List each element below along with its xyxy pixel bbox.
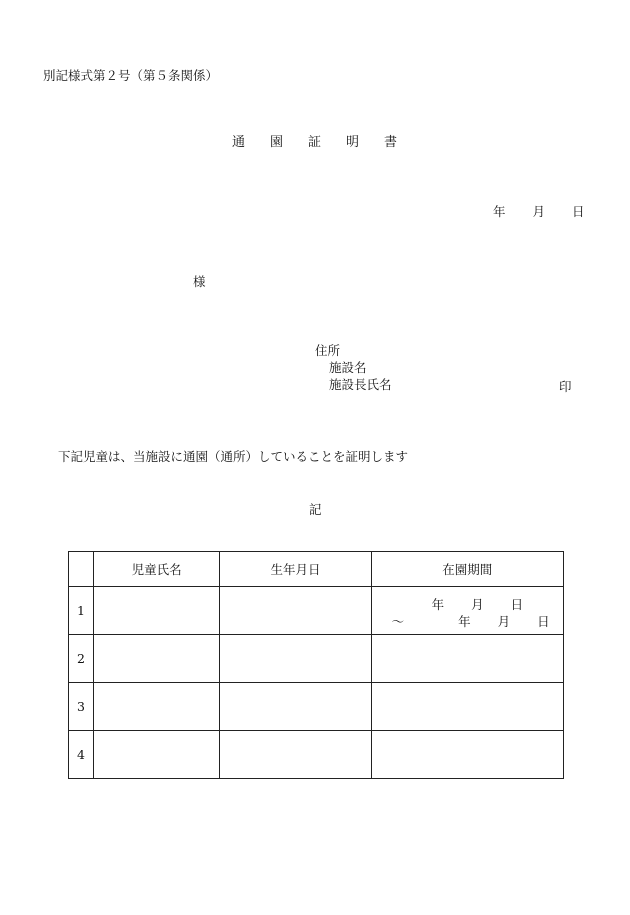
period-to-day: 日 [537, 614, 550, 629]
enrollment-period-cell[interactable] [371, 635, 563, 683]
period-from-day: 日 [510, 597, 524, 612]
period-to-year: 年 [458, 614, 471, 629]
certification-statement: 下記児童は、当施設に通園（通所）していることを証明します [58, 449, 409, 464]
table-row [69, 587, 564, 635]
document-title [0, 131, 630, 150]
row-number: 4 [69, 731, 94, 779]
issue-date [493, 202, 585, 220]
issuer-address-label: 住所 [315, 343, 341, 358]
title-char: 証 [307, 135, 322, 150]
birth-date-cell[interactable] [220, 587, 371, 635]
birth-date-cell[interactable] [220, 731, 371, 779]
child-name-cell[interactable] [94, 731, 220, 779]
header-number [69, 552, 94, 587]
enrollment-period-cell[interactable] [371, 683, 563, 731]
issue-date-month: 月 [532, 204, 546, 219]
issue-date-year: 年 [493, 204, 506, 219]
issuer-director-label: 施設長氏名 [329, 377, 392, 392]
table-row [69, 731, 564, 779]
period-from-year: 年 [431, 597, 445, 612]
period-from [432, 595, 524, 613]
child-name-cell[interactable] [94, 587, 220, 635]
enrollment-period-cell[interactable] [371, 587, 563, 635]
seal-label: 印 [559, 379, 572, 394]
header-child-name: 児童氏名 [94, 552, 220, 587]
issuer-block [315, 342, 392, 393]
title-char: 通 [231, 135, 246, 150]
ki-marker: 記 [309, 502, 322, 517]
children-table [68, 551, 564, 779]
period-to-month: 月 [497, 614, 511, 629]
child-name-cell[interactable] [94, 683, 220, 731]
addressee-suffix: 様 [193, 274, 206, 289]
header-birth-date: 生年月日 [220, 552, 371, 587]
period-from-month: 月 [471, 597, 484, 612]
table-header-row [69, 552, 564, 587]
row-number: 2 [69, 635, 94, 683]
table-row [69, 683, 564, 731]
row-number: 3 [69, 683, 94, 731]
birth-date-cell[interactable] [220, 683, 371, 731]
title-char: 園 [269, 135, 284, 150]
child-name-cell[interactable] [94, 635, 220, 683]
issue-date-day: 日 [572, 204, 585, 219]
row-number: 1 [69, 587, 94, 635]
title-char: 書 [384, 135, 399, 150]
form-number: 別記様式第２号（第５条関係） [43, 68, 219, 83]
enrollment-period-cell[interactable] [371, 731, 563, 779]
table-row [69, 635, 564, 683]
birth-date-cell[interactable] [220, 635, 371, 683]
period-tilde: ～ [391, 614, 405, 629]
issuer-facility-label: 施設名 [329, 360, 367, 375]
title-char: 明 [346, 135, 361, 150]
period-to [392, 612, 550, 630]
header-enrollment-period: 在園期間 [371, 552, 563, 587]
